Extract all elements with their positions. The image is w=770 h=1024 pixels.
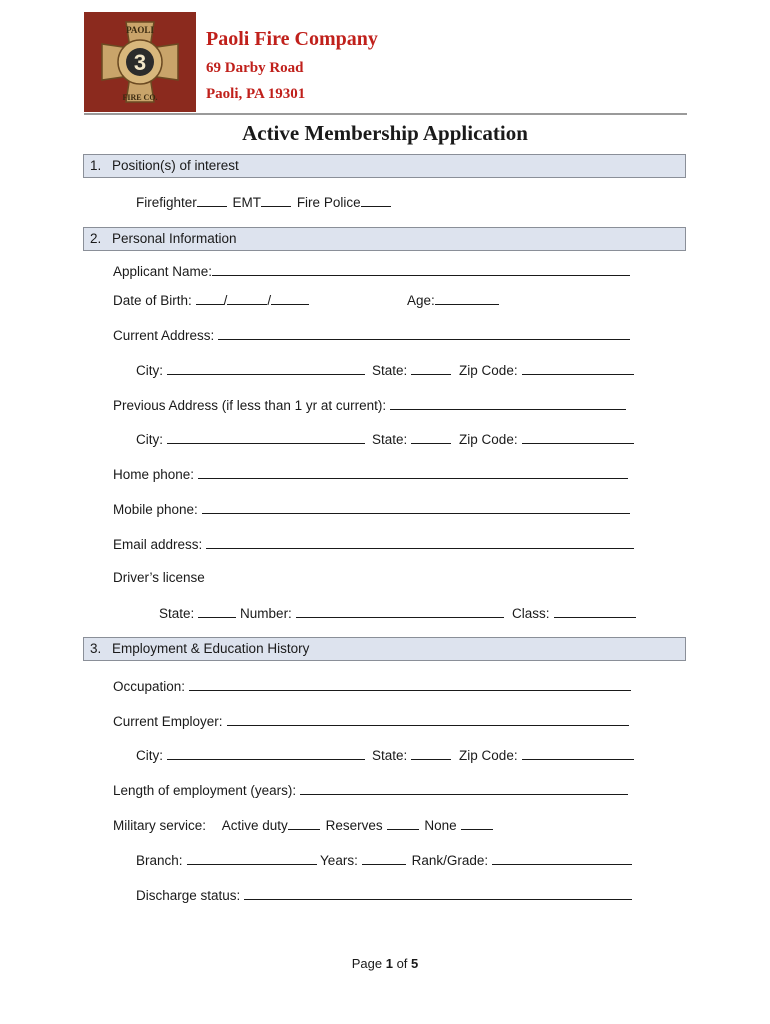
- current-address-field[interactable]: [218, 327, 630, 340]
- reserves-field[interactable]: [387, 817, 419, 830]
- page-number: 1: [385, 956, 393, 971]
- previous-state-zip-row: [372, 431, 634, 448]
- employment-length-label: Length of employment (years):: [113, 783, 297, 798]
- current-city-field[interactable]: [167, 362, 365, 375]
- dl-class-label: Class:: [512, 606, 550, 621]
- dl-class-row: [512, 605, 636, 622]
- rank-label: Rank/Grade:: [411, 853, 489, 868]
- dob-day-field[interactable]: [227, 292, 267, 305]
- page-word: Page: [351, 956, 383, 971]
- email-row: [113, 536, 634, 553]
- previous-address-field[interactable]: [390, 397, 626, 410]
- state-label: State:: [372, 432, 408, 447]
- discharge-status-field[interactable]: [244, 887, 632, 900]
- mobile-phone-label: Mobile phone:: [113, 502, 198, 517]
- applicant-name-field[interactable]: [212, 263, 630, 276]
- dl-class-field[interactable]: [554, 605, 636, 618]
- current-employer-field[interactable]: [227, 713, 629, 726]
- org-name: Paoli Fire Company: [206, 28, 378, 50]
- rank-field[interactable]: [492, 852, 632, 865]
- active-duty-label: Active duty: [221, 818, 288, 833]
- current-employer-row: [113, 713, 629, 730]
- active-duty-field[interactable]: [288, 817, 320, 830]
- current-address-row: [113, 327, 630, 344]
- home-phone-label: Home phone:: [113, 467, 195, 482]
- current-address-label: Current Address:: [113, 328, 215, 343]
- logo-text-top: PAOLI: [126, 25, 154, 35]
- fire-police-label: Fire Police: [296, 195, 361, 210]
- dl-state-label: State:: [159, 606, 195, 621]
- home-phone-field[interactable]: [198, 466, 628, 479]
- maltese-cross-icon: [84, 12, 196, 112]
- email-label: Email address:: [113, 537, 203, 552]
- age-row: [407, 292, 499, 309]
- dl-state-field[interactable]: [198, 605, 236, 618]
- section-title: Employment & Education History: [112, 641, 310, 656]
- of-word: of: [396, 956, 408, 971]
- firefighter-field[interactable]: [197, 194, 227, 207]
- page-total: 5: [411, 956, 419, 971]
- state-label: State:: [372, 363, 408, 378]
- section-personal: [83, 227, 686, 251]
- current-state-field[interactable]: [411, 362, 451, 375]
- military-details-row: [136, 852, 632, 869]
- previous-city-field[interactable]: [167, 431, 365, 444]
- occupation-row: [113, 678, 631, 695]
- previous-address-label: Previous Address (if less than 1 yr at current):: [113, 398, 387, 413]
- drivers-license-row: [159, 605, 504, 622]
- city-label: City:: [136, 363, 163, 378]
- section-number: 1.: [90, 158, 102, 173]
- employer-city-row: [136, 747, 365, 764]
- discharge-status-row: [136, 887, 632, 904]
- current-zip-field[interactable]: [522, 362, 634, 375]
- org-address-line1: 69 Darby Road: [206, 60, 304, 76]
- section-title: Position(s) of interest: [112, 158, 239, 173]
- years-field[interactable]: [362, 852, 406, 865]
- years-label: Years:: [320, 853, 358, 868]
- section-positions: [83, 154, 686, 178]
- employer-zip-field[interactable]: [522, 747, 634, 760]
- dl-number-field[interactable]: [296, 605, 504, 618]
- none-label: None: [424, 818, 457, 833]
- home-phone-row: [113, 466, 628, 483]
- dob-separator: /: [223, 293, 228, 308]
- occupation-label: Occupation:: [113, 679, 186, 694]
- branch-label: Branch:: [136, 853, 183, 868]
- dl-number-label: Number:: [240, 606, 292, 621]
- previous-zip-field[interactable]: [522, 431, 634, 444]
- age-label: Age:: [407, 293, 435, 308]
- zip-label: Zip Code:: [459, 432, 518, 447]
- employer-state-field[interactable]: [411, 747, 451, 760]
- applicant-name-row: [113, 263, 630, 280]
- applicant-name-label: Applicant Name:: [113, 264, 213, 279]
- dob-year-field[interactable]: [271, 292, 309, 305]
- section-employment: [83, 637, 686, 661]
- previous-city-row: [136, 431, 365, 448]
- fire-police-field[interactable]: [361, 194, 391, 207]
- discharge-status-label: Discharge status:: [136, 888, 241, 903]
- dob-label: Date of Birth:: [113, 293, 192, 308]
- none-field[interactable]: [461, 817, 493, 830]
- emt-label: EMT: [232, 195, 262, 210]
- occupation-field[interactable]: [189, 678, 631, 691]
- zip-label: Zip Code:: [459, 363, 518, 378]
- employment-length-field[interactable]: [300, 782, 628, 795]
- city-label: City:: [136, 432, 163, 447]
- header-divider: [84, 113, 687, 115]
- firefighter-label: Firefighter: [136, 195, 197, 210]
- previous-state-field[interactable]: [411, 431, 451, 444]
- emt-field[interactable]: [261, 194, 291, 207]
- zip-label: Zip Code:: [459, 748, 518, 763]
- dob-month-field[interactable]: [196, 292, 224, 305]
- military-service-row: [113, 817, 493, 834]
- employment-length-row: [113, 782, 628, 799]
- current-employer-label: Current Employer:: [113, 714, 223, 729]
- employer-state-zip-row: [372, 747, 634, 764]
- dob-row: [113, 292, 309, 309]
- mobile-phone-row: [113, 501, 630, 518]
- logo-text-bottom: FIRE CO.: [122, 93, 158, 102]
- current-city-row: [136, 362, 365, 379]
- drivers-license-label: Driver’s license: [113, 570, 205, 585]
- employer-city-field[interactable]: [167, 747, 365, 760]
- military-service-label: Military service:: [113, 818, 207, 833]
- section-number: 3.: [90, 641, 102, 656]
- positions-row: [136, 194, 391, 211]
- fire-company-logo: [84, 12, 196, 112]
- org-address-line2: Paoli, PA 19301: [206, 86, 306, 102]
- previous-address-row: [113, 397, 626, 414]
- section-number: 2.: [90, 231, 102, 246]
- age-field[interactable]: [435, 292, 499, 305]
- state-label: State:: [372, 748, 408, 763]
- dob-separator: /: [267, 293, 272, 308]
- page-title: Active Membership Application: [242, 121, 528, 145]
- page-footer: [0, 956, 770, 971]
- email-field[interactable]: [206, 536, 634, 549]
- city-label: City:: [136, 748, 163, 763]
- logo-number: 3: [133, 50, 147, 75]
- reserves-label: Reserves: [325, 818, 383, 833]
- section-title: Personal Information: [112, 231, 237, 246]
- branch-field[interactable]: [187, 852, 317, 865]
- current-state-zip-row: [372, 362, 634, 379]
- mobile-phone-field[interactable]: [202, 501, 630, 514]
